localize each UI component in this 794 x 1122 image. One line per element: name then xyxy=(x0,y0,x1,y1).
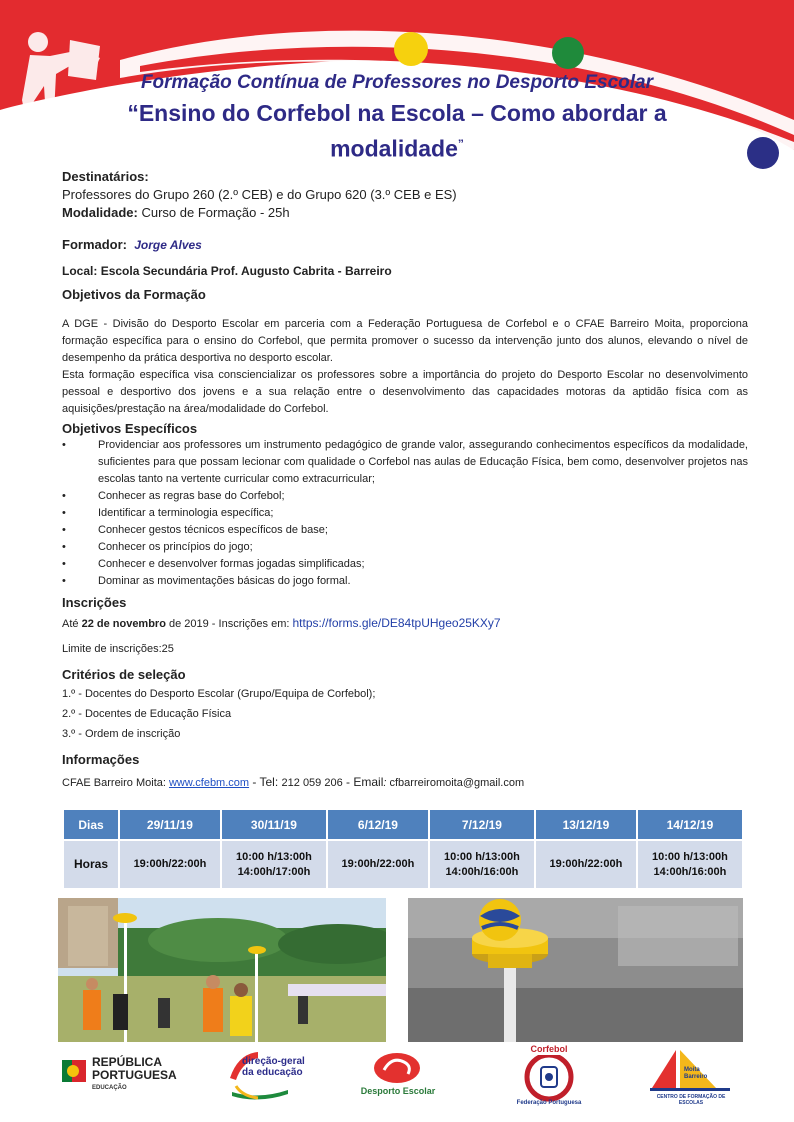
cfae-logo xyxy=(646,1046,736,1106)
table-row xyxy=(63,840,743,889)
list-item: • Conhecer os princípios do jogo; xyxy=(62,539,748,556)
list-item: 2.º - Docentes de Educação Física xyxy=(62,708,232,720)
course-title xyxy=(100,98,694,165)
federacao-text: Federação Portuguesa xyxy=(516,1100,582,1106)
formador-label: Formador xyxy=(62,237,123,252)
date-cell: 13/12/19 xyxy=(535,809,637,840)
course-subtitle: Formação Contínua de Professores no Desporto Escolar xyxy=(140,72,654,93)
desporto-escolar-logo xyxy=(346,1052,450,1102)
bullet-icon: • xyxy=(62,507,66,519)
criterios-heading: Critérios de seleção xyxy=(62,667,186,682)
cfae-label: CFAE Barreiro Moita: xyxy=(62,777,169,789)
list-item: 3.º - Ordem de inscrição xyxy=(62,728,181,740)
objetivos-text xyxy=(62,316,748,418)
desporto-escolar-text: Desporto Escolar xyxy=(360,1086,436,1096)
date-cell: 7/12/19 xyxy=(429,809,535,840)
local-value: Escola Secundária Prof. Augusto Cabrita - Barreiro xyxy=(100,264,392,278)
destinatarios-text: Professores do Grupo 260 (2.º CEB) e do Grupo 620 (3.º CEB e ES) xyxy=(62,187,457,202)
modalidade-label: Modalidade: xyxy=(62,205,138,220)
inscricoes-form-link[interactable]: https://forms.gle/DE84tpUHgeo25KXy7 xyxy=(292,616,501,630)
informacoes-line xyxy=(62,773,524,792)
dge-text: direção-geral da educação xyxy=(242,1056,305,1078)
formador-line xyxy=(62,236,202,254)
list-item: 1.º - Docentes do Desporto Escolar (Grupo/Equipa de Corfebol); xyxy=(62,688,376,700)
list-item: • Identificar a terminologia específica; xyxy=(62,505,748,522)
dias-header: Dias xyxy=(63,809,119,840)
corfebol-text: Corfebol xyxy=(530,1044,568,1054)
date-cell: 30/11/19 xyxy=(221,809,327,840)
outdoor-match-photo xyxy=(58,898,386,1042)
bullet-icon: • xyxy=(62,439,66,451)
especificos-list xyxy=(62,437,748,590)
list-item: • Conhecer as regras base do Corfebol; xyxy=(62,488,748,505)
yellow-dot xyxy=(394,32,428,66)
title-close-quote: ” xyxy=(457,137,464,151)
destinatarios-section xyxy=(62,168,457,222)
hours-cell: 10:00 h/13:00h 14:00h/16:00h xyxy=(429,840,535,889)
list-item: • Conhecer gestos técnicos específicos de base; xyxy=(62,522,748,539)
website-link[interactable]: www.cfebm.com xyxy=(168,777,250,789)
hours-cell: 19:00h/22:00h xyxy=(535,840,637,889)
logos-strip xyxy=(0,1042,794,1112)
tel-label: - Tel: xyxy=(249,775,282,789)
modalidade-value: Curso de Formação - 25h xyxy=(141,205,290,220)
title-line2: modalidade xyxy=(330,135,458,162)
informacoes-heading: Informações xyxy=(62,752,140,767)
table-row xyxy=(63,809,743,840)
email-colon: : xyxy=(383,777,387,789)
bullet-icon: • xyxy=(62,541,66,553)
inscricoes-prefix: Até xyxy=(62,618,82,630)
objetivos-para2: Esta formação específica visa consciencializar os professores sobre a importância do projeto do Desporto Escolar no desenvolvimento pessoal e desportivo dos jovens e a sua relação entre o desenvolvimento das capacidades motoras da aptidão física com as aquisições/prestação na área/modalidade do Corfebol. xyxy=(62,369,748,415)
inscricoes-middle: de 2019 - Inscrições em: xyxy=(165,618,293,630)
hours-cell: 19:00h/22:00h xyxy=(119,840,221,889)
hours-cell: 19:00h/22:00h xyxy=(327,840,429,889)
list-item: • Providenciar aos professores um instrumento pedagógico de grande valor, assegurando conhecimentos específicos da modalidade, suficientes para que possam lecionar com qualidade o Corfebol nas aulas de Educação Física, bem como, desenvolver projetos nas escolas tanto na vertente curricular como extracurricular; xyxy=(62,439,748,485)
dge-logo xyxy=(228,1048,312,1100)
criterios-list xyxy=(62,684,375,744)
formador-value: Jorge Alves xyxy=(134,238,202,252)
date-cell: 6/12/19 xyxy=(327,809,429,840)
list-item: • Conhecer e desenvolver formas jogadas simplificadas; xyxy=(62,556,748,573)
korfball-basket-photo xyxy=(408,898,743,1042)
korfball-basket-image xyxy=(408,898,743,1042)
formador-colon: : xyxy=(122,237,128,252)
republica-portuguesa-logo xyxy=(62,1054,192,1098)
date-cell: 29/11/19 xyxy=(119,809,221,840)
local-label: Local: xyxy=(62,264,98,278)
corfebol-federation-logo xyxy=(513,1044,585,1110)
tel-value: 212 059 206 xyxy=(281,777,343,789)
blue-dot xyxy=(747,137,779,169)
destinatarios-label: Destinatários: xyxy=(62,169,149,184)
schedule-table xyxy=(62,808,744,890)
green-dot xyxy=(552,37,584,69)
hours-cell: 10:00 h/13:00h 14:00h/17:00h xyxy=(221,840,327,889)
email-value: cfbarreiromoita@gmail.com xyxy=(386,777,525,789)
especificos-heading: Objetivos Específicos xyxy=(62,421,198,436)
bullet-icon: • xyxy=(62,575,66,587)
bullet-icon: • xyxy=(62,558,66,570)
objetivos-heading: Objetivos da Formação xyxy=(62,287,206,302)
local-line xyxy=(62,262,392,280)
educacao-text: EDUCAÇÃO xyxy=(92,1085,127,1091)
hours-cell: 10:00 h/13:00h 14:00h/16:00h xyxy=(637,840,743,889)
date-cell: 14/12/19 xyxy=(637,809,743,840)
modalidade-line xyxy=(62,204,457,222)
inscricoes-deadline: 22 de novembro xyxy=(81,618,166,630)
cfae-text: CENTRO DE FORMAÇÃO DE ESCOLAS xyxy=(656,1094,726,1106)
corfebol-shield-icon xyxy=(521,1055,577,1103)
inscricoes-line xyxy=(62,614,501,633)
inscricoes-limit: Limite de inscrições:25 xyxy=(62,643,174,655)
republica-text: REPÚBLICA PORTUGUESA xyxy=(92,1055,177,1082)
bullet-icon: • xyxy=(62,524,66,536)
cfae-place-text: Moita Barreiro xyxy=(684,1067,708,1080)
email-label: - Email xyxy=(342,775,384,789)
horas-header: Horas xyxy=(63,840,119,889)
outdoor-match-image xyxy=(58,898,386,1042)
title-line1: “Ensino do Corfebol na Escola – Como abordar a xyxy=(127,100,667,126)
objetivos-para1: A DGE - Divisão do Desporto Escolar em parceria com a Federação Portuguesa de Corfebol e o CFAE Barreiro Moita, proporciona formação específica para o ensino do Corfebol, que permita promover o sucesso da intervenção junto dos alunos, elevando o nível de desempenho da prática desportiva no desporto escolar. xyxy=(62,318,748,364)
list-item: • Dominar as movimentações básicas do jogo formal. xyxy=(62,573,748,590)
bullet-icon: • xyxy=(62,490,66,502)
flag-emblem-icon xyxy=(62,1056,88,1086)
desporto-escolar-emblem-icon xyxy=(372,1052,422,1084)
inscricoes-heading: Inscrições xyxy=(62,595,127,610)
